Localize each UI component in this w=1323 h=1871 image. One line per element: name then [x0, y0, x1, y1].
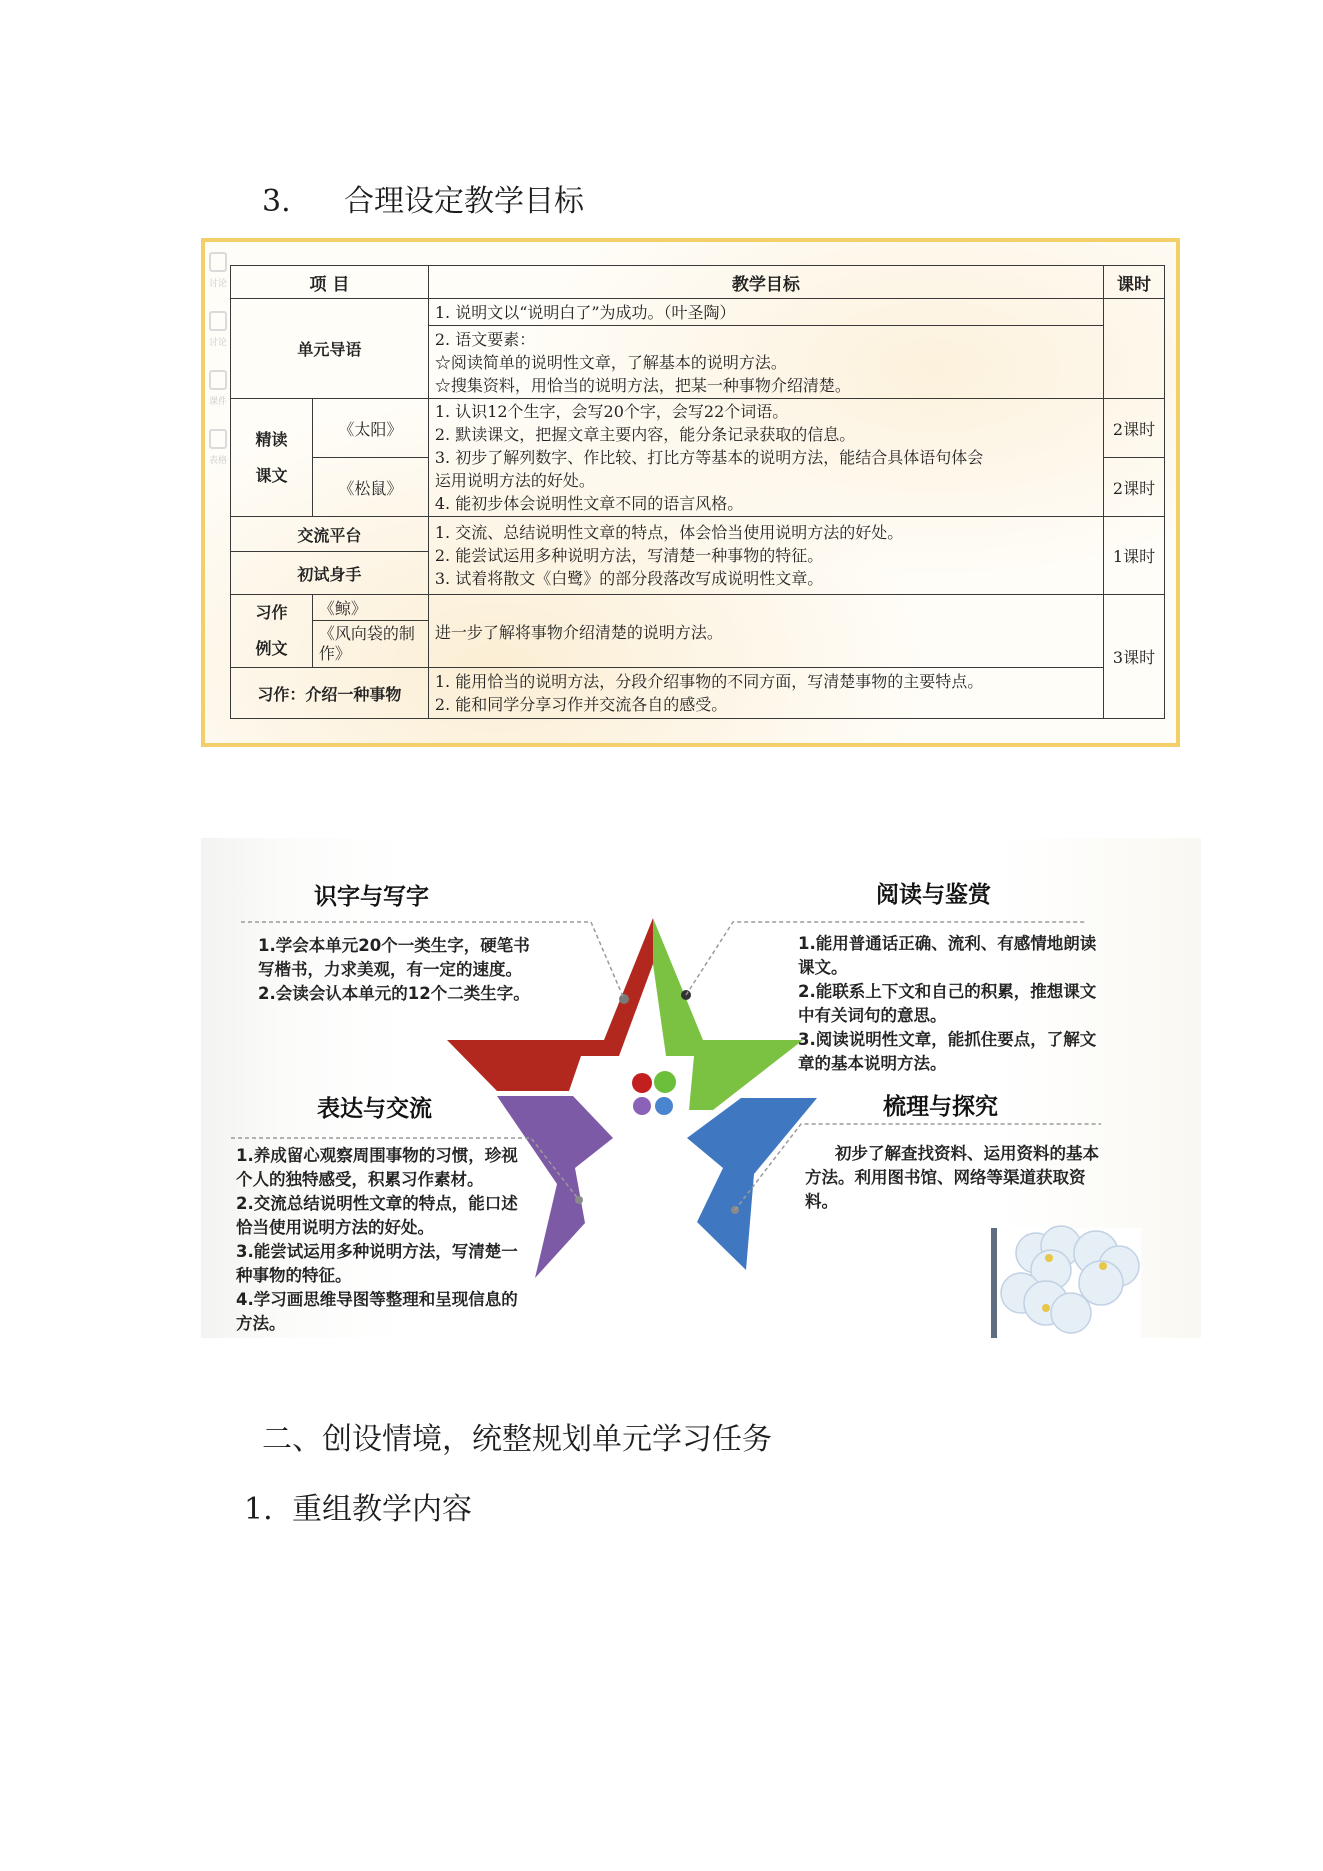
side-label: 表格 — [208, 456, 227, 466]
center-dot-purple — [633, 1097, 651, 1115]
goal-line: 2. 能和同学分享习作并交流各自的感受。 — [434, 695, 728, 714]
goal-line: ☆搜集资料，用恰当的说明方法，把某一种事物介绍清楚。 — [434, 375, 851, 395]
header-item: 项 目 — [231, 266, 429, 299]
goal-cell — [428, 517, 1103, 595]
goal-cell — [428, 326, 1103, 399]
domain-body-expression — [236, 1144, 518, 1336]
hours-cell-empty — [1104, 299, 1165, 399]
domain-title-inquiry: 梳理与探究 — [883, 1094, 998, 1120]
hours-cell: 2课时 — [1104, 399, 1165, 458]
table-row — [231, 668, 1165, 719]
goal-line: 2. 默读课文，把握文章主要内容，能分条记录获取的信息。 — [434, 425, 856, 444]
table-row — [231, 399, 1165, 458]
connector-dot — [619, 994, 629, 1004]
hours-cell: 1课时 — [1104, 517, 1165, 595]
domain-title-literacy: 识字与写字 — [314, 884, 429, 910]
body-line: 方法。 — [236, 1314, 286, 1333]
four-domain-star-infographic — [201, 838, 1201, 1338]
section-heading-2: 二、创设情境，统整规划单元学习任务 — [262, 1422, 772, 1457]
goal-line: 运用说明方法的好处。 — [434, 471, 595, 490]
body-line: 4.学习画思维导图等整理和呈现信息的 — [236, 1290, 518, 1309]
goal-cell — [428, 668, 1103, 719]
label-line: 精读 — [255, 429, 288, 449]
hours-cell: 3课时 — [1104, 595, 1165, 719]
star-arm-blue — [687, 1098, 817, 1270]
hours-cell: 2课时 — [1104, 458, 1165, 517]
body-line: 写楷书，力求美观，有一定的速度。 — [258, 960, 522, 979]
domain-body-reading — [798, 932, 1096, 1076]
table-row — [231, 517, 1165, 552]
row-label-intensive — [231, 399, 313, 517]
label-line: 例文 — [255, 639, 288, 658]
section-number: 1. — [244, 1492, 273, 1527]
goal-line: 2. 语文要素： — [434, 329, 536, 349]
row-label-exchange: 交流平台 — [231, 517, 429, 552]
table-row — [231, 299, 1165, 326]
body-line: 料。 — [805, 1192, 838, 1211]
book-title-whale: 《鲸》 — [312, 595, 428, 621]
center-dot-blue — [655, 1097, 673, 1115]
section-heading-3 — [262, 176, 584, 220]
table-row — [231, 595, 1165, 621]
body-line: 3.阅读说明性文章，能抓住要点，了解文 — [798, 1030, 1097, 1049]
goal-line: 3. 试着将散文《白鹭》的部分段落改写成说明性文章。 — [434, 569, 824, 588]
goal-line: 2. 能尝试运用多种说明方法，写清楚一种事物的特征。 — [434, 546, 824, 565]
book-title-windsock: 《风向袋的制作》 — [312, 621, 428, 668]
section-number: 3. — [262, 184, 291, 219]
flower-decoration-icon — [991, 1208, 1141, 1338]
goal-line: ☆阅读简单的说明性文章，了解基本的说明方法。 — [434, 352, 787, 372]
section-title: 合理设定教学目标 — [344, 184, 584, 219]
body-line: 初步了解查找资料、运用资料的基本 — [835, 1144, 1099, 1163]
header-hours: 课时 — [1104, 266, 1165, 299]
body-line: 2.能联系上下文和自己的积累，推想课文 — [798, 982, 1097, 1001]
book-title-sun: 《太阳》 — [312, 399, 428, 458]
book-title-squirrel: 《松鼠》 — [312, 458, 428, 517]
goal-line: 1. 交流、总结说明性文章的特点，体会恰当使用说明方法的好处。 — [434, 523, 904, 542]
center-dot-green — [654, 1071, 676, 1093]
domain-title-expression: 表达与交流 — [317, 1096, 432, 1122]
goal-line: 3. 初步了解列数字、作比较、打比方等基本的说明方法，能结合具体语句体会 — [434, 448, 984, 467]
body-line: 1.能用普通话正确、流利、有感情地朗读 — [798, 934, 1097, 953]
goal-cell: 进一步了解将事物介绍清楚的说明方法。 — [428, 595, 1103, 668]
body-line: 1.学会本单元20个一类生字，硬笔书 — [258, 936, 530, 955]
goal-cell — [428, 399, 1103, 517]
domain-body-literacy — [258, 934, 530, 1006]
body-line: 2.交流总结说明性文章的特点，能口述 — [236, 1194, 518, 1213]
label-line: 课文 — [255, 465, 288, 485]
body-line: 课文。 — [798, 958, 848, 977]
header-goal: 教学目标 — [428, 266, 1103, 299]
row-label-unit-intro: 单元导语 — [231, 299, 429, 399]
side-label: 讨论 — [208, 338, 227, 348]
label-line: 习作 — [255, 603, 288, 622]
goal-cell — [428, 299, 1103, 326]
side-label: 讨论 — [208, 279, 227, 289]
teaching-goals-table — [230, 265, 1165, 719]
row-label-example — [231, 595, 313, 668]
body-line: 个人的独特感受，积累习作素材。 — [236, 1170, 484, 1189]
body-line: 方法。利用图书馆、网络等渠道获取资 — [805, 1168, 1086, 1187]
body-line: 章的基本说明方法。 — [798, 1054, 947, 1073]
goal-line: 1. 能用恰当的说明方法，分段介绍事物的不同方面，写清楚事物的主要特点。 — [434, 672, 984, 691]
side-toolbar-decoration — [205, 252, 231, 692]
body-line: 种事物的特征。 — [236, 1266, 352, 1285]
teaching-goals-panel — [201, 238, 1180, 747]
body-line: 中有关词句的意思。 — [798, 1006, 947, 1025]
goal-line: 1. 说明文以“说明白了”为成功。（叶圣陶） — [434, 302, 736, 322]
domain-title-reading: 阅读与鉴赏 — [876, 882, 991, 908]
goal-line: 4. 能初步体会说明性文章不同的语言风格。 — [434, 494, 744, 513]
doc-icon — [209, 370, 227, 390]
body-line: 恰当使用说明方法的好处。 — [236, 1218, 434, 1237]
doc-icon — [209, 311, 227, 331]
section-title: 重组教学内容 — [292, 1492, 472, 1527]
doc-icon — [209, 252, 227, 272]
doc-icon — [209, 429, 227, 449]
center-dot-red — [632, 1073, 652, 1093]
row-label-try: 初试身手 — [231, 552, 429, 595]
section-heading-1 — [244, 1484, 472, 1528]
domain-body-inquiry — [805, 1142, 1099, 1214]
side-label: 课件 — [208, 397, 227, 407]
body-line: 3.能尝试运用多种说明方法，写清楚一 — [236, 1242, 518, 1261]
table-header-row — [231, 266, 1165, 299]
goal-line: 1. 认识12个生字，会写20个字，会写22个词语。 — [434, 402, 789, 421]
body-line: 2.会读会认本单元的12个二类生字。 — [258, 984, 530, 1003]
row-label-writing: 习作：介绍一种事物 — [231, 668, 429, 719]
body-line: 1.养成留心观察周围事物的习惯，珍视 — [236, 1146, 518, 1165]
